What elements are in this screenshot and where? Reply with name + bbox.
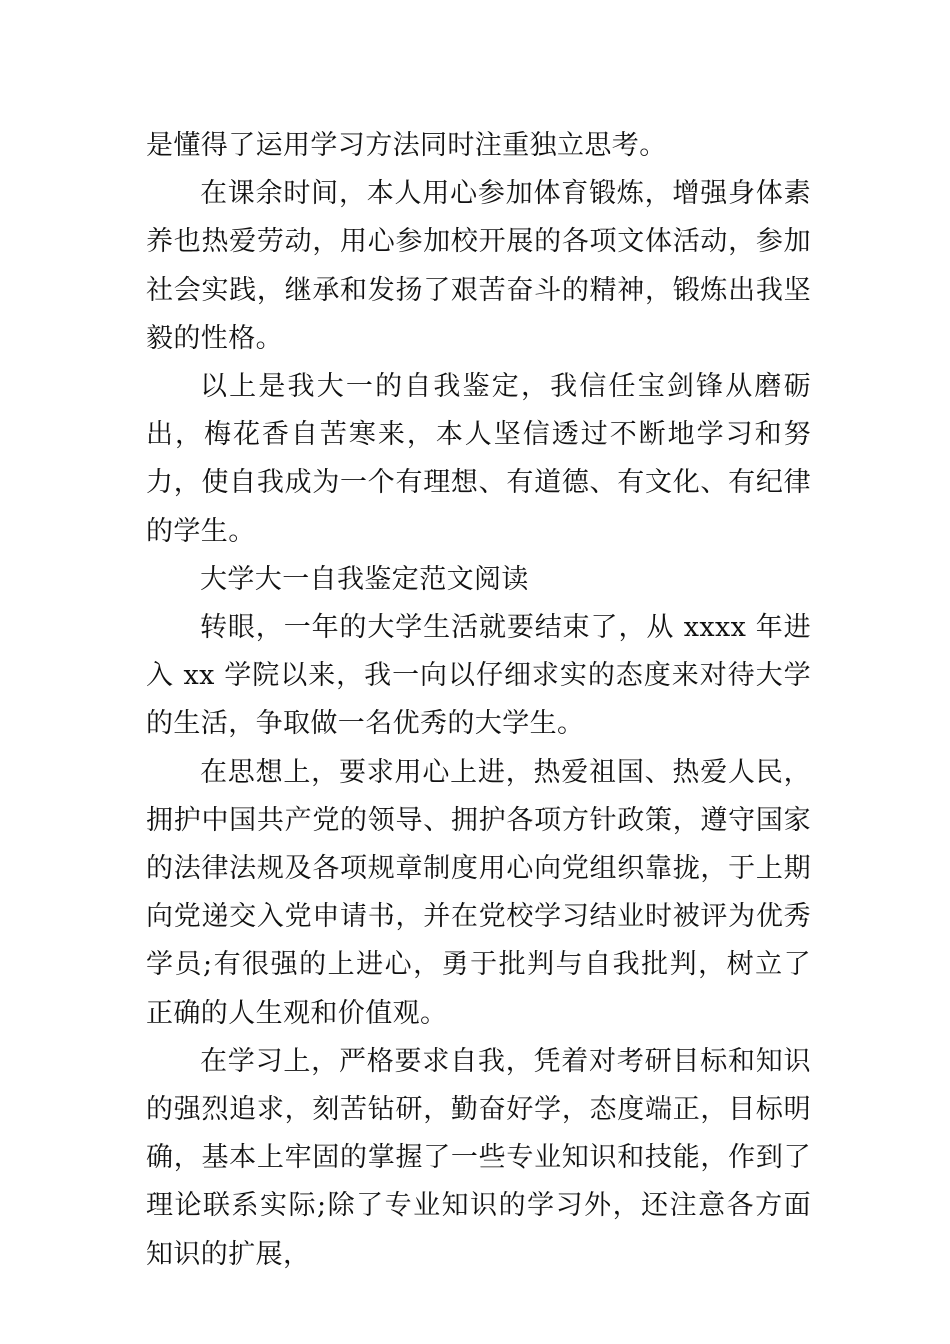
paragraph-intro: 转眼，一年的大学生活就要结束了，从 xxxx 年进入 xx 学院以来，我一向以仔细求实的态度来对待大学的生活，争取做一名优秀的大学生。 bbox=[146, 612, 811, 740]
paragraph-extracurricular: 在课余时间，本人用心参加体育锻炼，增强身体素养也热爱劳动，用心参加校开展的各项文体活动，参加社会实践，继承和发扬了艰苦奋斗的精神，锻炼出我坚毅的性格。 bbox=[146, 178, 811, 354]
paragraph-summary: 以上是我大一的自我鉴定，我信任宝剑锋从磨砺出，梅花香自苦寒来，本人坚信透过不断地学习和努力，使自我成为一个有理想、有道德、有文化、有纪律的学生。 bbox=[146, 371, 811, 547]
section-heading: 大学大一自我鉴定范文阅读 bbox=[200, 563, 529, 595]
paragraph-study: 在学习上，严格要求自我，凭着对考研目标和知识的强烈追求，刻苦钻研，勤奋好学，态度端正，目标明确，基本上牢固的掌握了一些专业知识和技能，作到了理论联系实际;除了专业知识的学习外，还注意各方面知识的扩展， bbox=[146, 1045, 811, 1270]
paragraph-continuation: 是懂得了运用学习方法同时注重独立思考。 bbox=[146, 130, 667, 161]
paragraph-ideology: 在思想上，要求用心上进，热爱祖国、热爱人民，拥护中国共产党的领导、拥护各项方针政策，遵守国家的法律法规及各项规章制度用心向党组织靠拢，于上期向党递交入党申请书，并在党校学习结业时被评为优秀学员;有很强的上进心，勇于批判与自我批判，树立了正确的人生观和价值观。 bbox=[146, 756, 811, 1029]
document-body bbox=[146, 122, 811, 1279]
